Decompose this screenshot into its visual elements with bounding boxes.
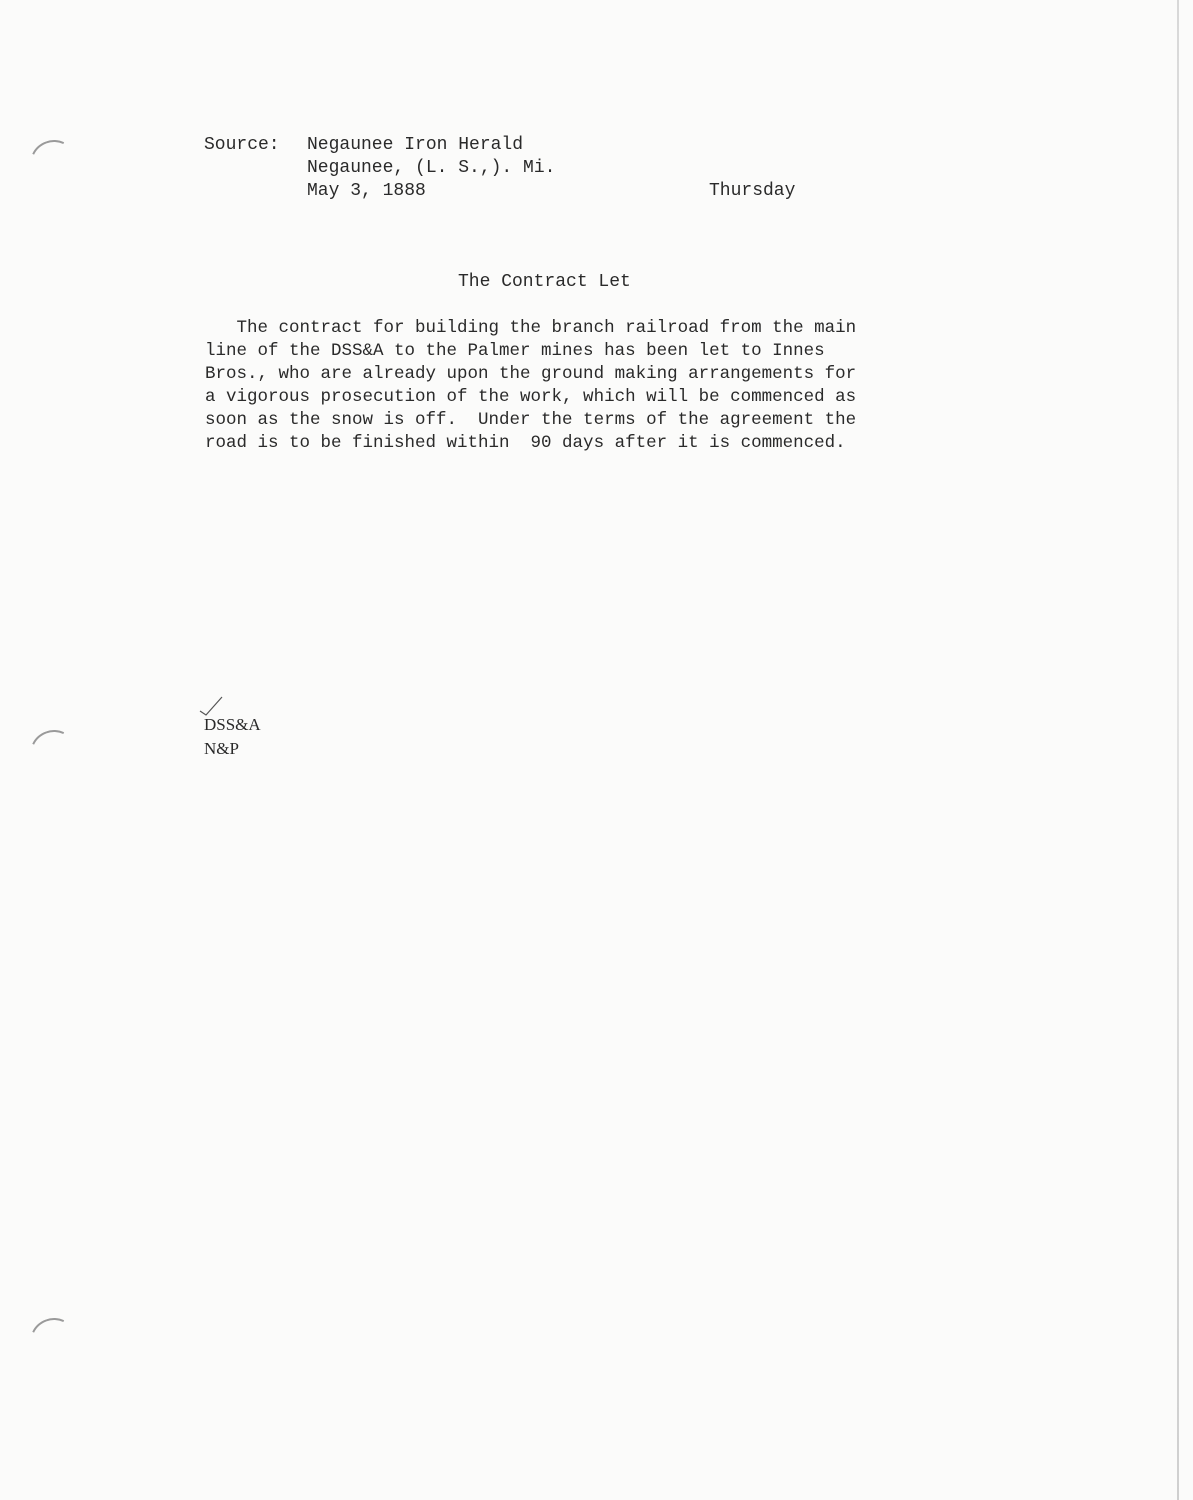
source-publication: Negaunee Iron Herald [307,135,524,155]
punch-hole-top [23,133,85,195]
article-line: soon as the snow is off. Under the terms of the agreement the [205,410,857,430]
source-location: Negaunee, (L. S.,). Mi. [307,158,556,178]
filing-notes [204,713,261,761]
source-block [204,134,555,203]
source-date: May 3, 1888 [307,181,426,201]
article-line: Bros., who are already upon the ground making arrangements for [205,364,857,384]
article-line: a vigorous prosecution of the work, which will be commenced as [205,387,857,407]
article-line: line of the DSS&A to the Palmer mines has been let to Innes [205,341,825,361]
check-mark-icon [198,695,228,725]
article-line: road is to be finished within 90 days after it is commenced. [205,433,846,453]
punch-hole-bottom [23,1311,85,1373]
article-body [205,317,920,455]
punch-hole-middle [23,723,85,785]
source-weekday: Thursday [709,181,796,201]
article-title: The Contract Let [458,272,631,292]
source-lines [307,134,555,203]
note-np: N&P [204,739,239,758]
page-edge [1177,0,1179,1500]
source-label: Source: [204,135,280,155]
article-line: The contract for building the branch railroad from the main [205,318,857,338]
note-dssa: DSS&A [204,715,261,734]
